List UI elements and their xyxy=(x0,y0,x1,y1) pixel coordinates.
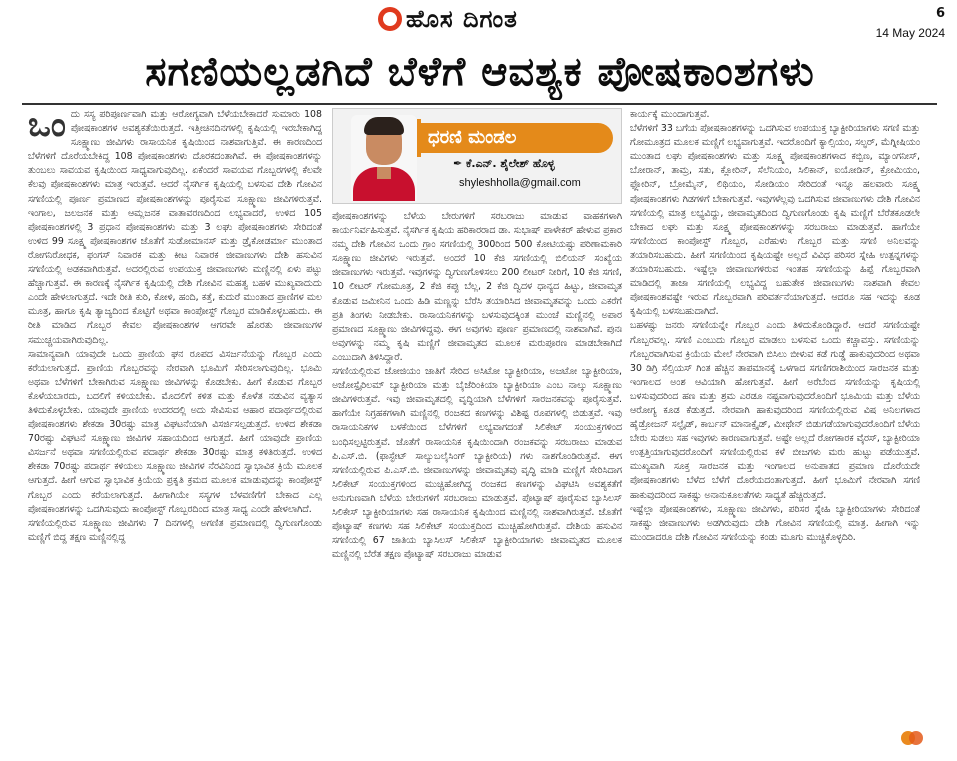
paragraph: ಬೆಳೆಗಳಿಗೆ 33 ಬಗೆಯ ಪೋಷಕಾಂಶಗಳನ್ನು ಒದಗಿಸುವ ಉಪಯುಕ್ತ ಬ್ಯಾಕ್ಟೀರಿಯಾಗಳು ಸಗಣಿ ಮತ್ತು ಗೋಮೂತ್ರದ ಮೂಲಕ ಮಣ್ಣಿಗೆ ಲಭ್ಯವಾಗುತ್ತವೆ. ಇದರೊಂದಿಗೆ ಕ್ಯಾಲ್ಸಿಯಂ, ಸಲ್ಫರ್, ಮೆಗ್ನೀಷಿಯಂ ಮುಂತಾದ ಲಘು ಪೋಷಕಾಂಶಗಳು ಮತ್ತು ಸೂಕ್ಷ್ಮ ಪೋಷಕಾಂಶಗಳಾದ ಕಬ್ಬಿಣ, ಮ್ಯಾಂಗನೀಸ್, ಬೋರಾನ್, ತಾಮ್ರ, ಸತು, ಕ್ಲೋರಿನ್, ಸೆಲೆನಿಯಂ, ಸಿಲಿಕಾನ್, ಐಯೋಡಿನ್, ಕ್ರೋಮಿಯಂ, ಫ್ಲೋರಿನ್, ಬ್ರೋಮೈನ್, ಲಿಥಿಯಂ, ಸೋಡಿಯಂ ಸೇರಿದಂತೆ ಇನ್ನೂ ಹಲವಾರು ಸೂಕ್ಷ್ಮ ಪೋಷಕಾಂಶಗಳು ಗಿಡಗಳಿಗೆ ಬೇಕಾಗುತ್ತವೆ. ಇವುಗಳೆಲ್ಲವು ಒದಗಿಸುವ ಜೀವಾಣುಗಳು ದೇಶಿ ಗೋವಿನ ಸಗಣಿಯಲ್ಲಿ ಮಾತ್ರ ಲಭ್ಯವಿದ್ದು, ಜೀವಾಮೃತದಿಂದ ದ್ವಿಗುಣಗೊಂಡು ಕೃಷಿ ಮಣ್ಣಿಗೆ ಬೆರೆತಕೂಡಲೇ ಬೇಕಾದ ಲಘು ಮತ್ತು ಸೂಕ್ಷ್ಮ ಪೋಷಕಾಂಶಗಳನ್ನು ಸರಬರಾಜು ಮಾಡುತ್ತವೆ. ಹಾಗೆಯೇ ಸಗಣಿಯಿಂದ ಕಾಂಪೋಸ್ಟ್ ಗೊಬ್ಬರ, ಎರೆಹುಳು ಗೊಬ್ಬರ ಮತ್ತು ಸಗಣಿ ಅನಿಲವನ್ನು ತಯಾರಿಸಬಹುದು. ಹೀಗೆ ಸಗಣಿಯಿಂದ ಕೃಷಿಯಷ್ಟೇ ಅಲ್ಲದೆ ವಿವಿಧ ಪರಿಸರ ಸ್ನೇಹಿ ಉತ್ಪನ್ನಗಳನ್ನು ತಯಾರಿಸಬಹುದು. ಇಷ್ಟೆಲ್ಲಾ ಜೀವಾಣುಗಳಿರುವ ಇಂತಹ ಸಗಣಿಯನ್ನು ಹಿಪ್ಪೆ ಗೊಬ್ಬರವಾಗಿ ಮಾಡಿದಲ್ಲಿ ತಾಜಾ ಸಗಣಿಯಲ್ಲಿ ಲಭ್ಯವಿದ್ದ ಬಹುತೇಕ ಜೀವಾಣುಗಳು ನಾಶವಾಗಿ ಕೇವಲ ಪೋಷಕಾಂಶವಷ್ಟೇ ಇರುವ ಗೊಬ್ಬರವಾಗಿ ಪರಿವರ್ತನೆಯಾಗುತ್ತದೆ. ಆದರೂ ಸಹ ಇದನ್ನು ಕೂಡ ಕೃಷಿಯಲ್ಲಿ ಬಳಸಬಹುದಾಗಿದೆ. xyxy=(630,123,920,318)
article-headline: ಸಗಣಿಯಲ್ಲಡಗಿದೆ ಬೆಳೆಗೆ ಆವಶ್ಯಕ ಪೋಷಕಾಂಶಗಳು xyxy=(145,49,815,95)
paragraph: ದು ಸಸ್ಯ ಪರಿಪೂರ್ಣವಾಗಿ ಮತ್ತು ಆರೋಗ್ಯವಾಗಿ ಬೆಳೆಯಬೇಕಾದರೆ ಸುಮಾರು 108 ಪೋಷಕಾಂಶಗಳ ಅವಶ್ಯಕತೆಯಿರುತ್ತದೆ. ಇತ್ತೀಚಿನದಿನಗಳಲ್ಲಿ ಕೃಷಿಯಲ್ಲಿ ಇರಬೇಕಾಗಿದ್ದ ಸೂಕ್ಷ್ಮಾಣು ಜೀವಿಗಳು ರಾಸಾಯನಿಕ ಕೃಷಿಯಿಂದ ನಾಶವಾಗುತ್ತಿವೆ. ಈ ಕಾರಣದಿಂದ ಬೆಳೆಗಳಿಗೆ ದೊರೆಯಬೇಕಿದ್ದ 108 ಪೋಷಕಾಂಶಗಳು ದೊರಕದಂತಾಗಿವೆ. ಈ ಪೋಷಕಾಂಶಗಳನ್ನು ತುಂಬಲು ಸಾವಯವ ಕೃಷಿಯಿಂದ ಸಾಧ್ಯವಾಗುವುದಿಲ್ಲ. ಏಕೆಂದರೆ ಸಾವಯವ ಗೊಬ್ಬರಗಳಲ್ಲಿ ಕೆಲವೇ ಕೆಲವು ಪೋಷಕಾಂಶಗಳು ಮಾತ್ರ ಇರುತ್ತವೆ. ಆದರೆ ನೈಸರ್ಗಿಕ ಕೃಷಿಯಲ್ಲಿ ಬಳಸುವ ದೇಶಿ ಗೋವಿನ ಸಗಣಿಯಲ್ಲಿ ಪೂರ್ಣ ಪ್ರಮಾಣದ ಪೋಷಕಾಂಶಗಳನ್ನು ಪೂರೈಸುವ ಸೂಕ್ಷ್ಮಾಣು ಜೀವಿಗಳಿರುತ್ತವೆ. ಇಂಗಾಲ, ಜಲಜನಕ ಮತ್ತು ಆಮ್ಲಜನಕ ವಾತಾವರಣದಿಂದ ಲಭ್ಯವಾದರೆ, ಉಳಿದ 105 ಪೋಷಕಾಂಶಗಳಲ್ಲಿ 3 ಪ್ರಧಾನ ಪೋಷಕಾಂಶಗಳು ಮತ್ತು 3 ಲಘು ಪೋಷಕಾಂಶಗಳು ಸೇರಿದಂತೆ ಉಳಿದ 99 ಸೂಕ್ಷ್ಮ ಪೋಷಕಾಂಶಗಳ ಜೊತೆಗೆ ಸುಡೋಮಾನಸ್ ಮತ್ತು ಡ್ರೈಕೋಡರ್ಮಾ ಮುಂತಾದ ರೋಗನಿರೋಧಕ, ಫಂಗಸ್ ನಿವಾರಕ ಮತ್ತು ಕೀಟ ನಿವಾರಕ ಜೀವಾಣುಗಳು ದೇಶಿ ಹಸುವಿನ ಸಗಣಿಯಲ್ಲಿ ಅಡಕವಾಗಿರುತ್ತವೆ. ಅದರಲ್ಲಿರುವ ಉಪಯುಕ್ತ ಜೀವಾಣುಗಳು ಮಣ್ಣಿನಲ್ಲಿ ಏಳು ಪಟ್ಟು ಹೆಚ್ಚಾಗುತ್ತವೆ. ಈ ಕಾರಣಕ್ಕೆ ನೈಸರ್ಗಿಕ ಕೃಷಿಯಲ್ಲಿ ದೇಶಿ ಗೋವಿನ ಮಹತ್ವ ಬಹಳ ಮುಖ್ಯವಾದುದು ಎಂದೇ ಹೇಳಲಾಗುತ್ತದೆ. ಇದೇ ರೀತಿ ಕುರಿ, ಕೋಳಿ, ಹಂದಿ, ಕತ್ತೆ, ಕುದುರೆ ಮುಂತಾದ ಪ್ರಾಣಿಗಳ ಮಲ ಮೂತ್ರ, ಹಾಗೂ ಕೃಷಿ ತ್ಯಾಜ್ಯದಿಂದ ಕೊಟ್ಟಿಗೆ ಅಥವಾ ಕಾಂಪೋಸ್ಟ್ ಗೊಬ್ಬರ ಮಾಡಿಕೊಳ್ಳಬಹುದು. ಈ ರೀತಿ ಮಾಡಿದ ಗೊಬ್ಬರ ಕೇವಲ ಪೋಷಕಾಂಶಗಳ ಆಗರವೇ ಹೊರತು ಜೀವಾಣುಗಳ ಸಮುಚ್ಚಯವಾಗಿರುವುದಿಲ್ಲ. xyxy=(28,109,322,346)
article-column-2 xyxy=(332,210,622,753)
author-photo xyxy=(351,115,417,201)
banner-accent-bar xyxy=(417,119,421,157)
newspaper-logo xyxy=(378,4,518,34)
paragraph: ಕಾರ್ಯಕ್ಕೆ ಮುಂದಾಗುತ್ತವೆ. xyxy=(630,109,710,120)
paragraph: ಬಹಳಷ್ಟು ಜನರು ಸಗಣಿಯನ್ನೇ ಗೊಬ್ಬರ ಎಂದು ತಿಳಿದುಕೊಂಡಿದ್ದಾರೆ. ಆದರೆ ಸಗಣಿಯಷ್ಟೇ ಗೊಬ್ಬರವಲ್ಲ. ಸಗಣಿ ಎಂಬುದು ಗೊಬ್ಬರ ಮಾಡಲು ಬಳಸುವ ಒಂದು ಕಚ್ಚಾವಸ್ತು. ಸಗಣಿಯನ್ನು ಗೊಬ್ಬರವಾಗಿಸುವ ಕ್ರಿಯೆಯ ಮೇಲೆ ನೇರವಾಗಿ ಬಿಸಿಲು ಬೀಳುವ ಕಡೆ ಗುಡ್ಡೆ ಹಾಕುವುದರಿಂದ ಅಥವಾ 30 ಡಿಗ್ರಿ ಸೆಲ್ಸಿಯಸ್ ಗಿಂತ ಹೆಚ್ಚಿನ ತಾಪಮಾನಕ್ಕೆ ಒಳಗಾದ ಸಗಣಿಗರಾಶಿಯಿಂದ ಸಾರಜನಕ ಮತ್ತು ಇಂಗಾಲದ ಅಂಶ ಆವಿಯಾಗಿ ಹೋಗುತ್ತವೆ. ಹೀಗೆ ಅರೆಬೆಂದ ಸಗಣಿಯನ್ನು ಕೃಷಿಯಲ್ಲಿ ಬಳಸುವುದರಿಂದ ಹಣ ಮತ್ತು ಶ್ರಮ ಎರಡೂ ನಷ್ಟವಾಗುವುದರೊಂದಿಗೆ ಭೂಮಿಯ ಮತ್ತು ಬೆಳೆಯ ಆರೋಗ್ಯ ಕೂಡ ಕೆಡುತ್ತದೆ. ನೇರವಾಗಿ ಹಾಕುವುದರಿಂದ ಸಗಣಿಯಲ್ಲಿರುವ ವಿಷ ಅನಿಲಗಳಾದ ಹೈಡ್ರೋಜನ್ ಸಲ್ಫೈಡ್, ಕಾರ್ಬನ್ ಮಾನಾಕ್ಸೈಡ್, ಮೀಥೇನ್ ಬಿಡುಗಡೆಯಾಗುವುದರೊಂದಿಗೆ ಬೆಳೆಯ ಬೇರು ಸುಡಲು ಸಹ ಇವುಗಳು ಕಾರಣವಾಗುತ್ತವೆ. ಅಷ್ಟೇ ಅಲ್ಲದೆ ರೋಗಕಾರಕ ವೈರಸ್, ಬ್ಯಾಕ್ಟೀರಿಯಾ ಉತ್ಪತ್ತಿಯಾಗುವುದರೊಂದಿಗೆ ಸಗಣಿಯಲ್ಲಿರುವ ಕಳೆ ಬೀಜಗಳು ಮರು ಹುಟ್ಟು ಪಡೆಯುತ್ತವೆ. ಮುಖ್ಯವಾಗಿ ಸೂಕ್ತ ಸಾರಜನಕ ಮತ್ತು ಇಂಗಾಲದ ಅನುಪಾತದ ಪ್ರಮಾಣ ದೊರೆಯದೇ ಪೋಷಕಾಂಶಗಳು ಬೆಳೆದ ಬೆಳೆಗೆ ದೊರೆಯದಂತಾಗುತ್ತದೆ. ಹೀಗೆ ಭೂಮಿಗೆ ನೇರವಾಗಿ ಸಗಣಿ ಹಾಕುವುದರಿಂದ ಸಾಕಷ್ಟು ಅನಾನುಕೂಲತೆಗಳು ಸಾಧ್ಯತೆ ಹೆಚ್ಚಿರುತ್ತದೆ. xyxy=(630,320,920,501)
paragraph: ಸಗಣಿಯಲ್ಲಿರುವ ಜೋಜಿಯಂ ಜಾತಿಗೆ ಸೇರಿದ ಅಸಿಟೋ ಬ್ಯಾಕ್ಟೀರಿಯಾ, ಅಜಟೋ ಬ್ಯಾಕ್ಟೀರಿಯಾ, ಅಜೋಸ್ಪೈರಿಲಮ್ ಬ್ಯಾಕ್ಟೀರಿಯಾ ಮತ್ತು ಬೈಜೆರಿಂಕಿಯಾ ಬ್ಯಾಕ್ಟೀರಿಯಾ ಎಂಬ ನಾಲ್ಕು ಸೂಕ್ಷ್ಮಾಣು ಜೀವಿಗಳಿರುತ್ತವೆ. ಇವು ಜೀವಾಮೃತದಲ್ಲಿ ವೃದ್ಧಿಯಾಗಿ ಬೆಳೆಗಳಿಗೆ ಸಾರಜನಕವನ್ನು ಪೂರೈಸುತ್ತವೆ. ಹಾಗೆಯೇ ನಿಗ್ರಹಕಗಳಾಗಿ ಮಣ್ಣಿನಲ್ಲಿ ರಂಜಕದ ಕಣಗಳನ್ನು ವಿಶಿಷ್ಟ ರೂಪಗಳಲ್ಲಿ ಬಿಡುತ್ತವೆ. ಇವು ರಾಸಾಯನಿಕಗಳ ಬಳಕೆಯಿಂದ ಬೆಳೆಗಳಿಗೆ ಲಭ್ಯವಾಗದಂತೆ ಸಿಲಿಕೇಟ್ ಸಂಯುಕ್ತಗಳಿಂದ ಬಂಧಿಸಲ್ಪಟ್ಟಿರುತ್ತವೆ. ಜೊತೆಗೆ ರಾಸಾಯನಿಕ ಕೃಷಿಯಿಂದಾಗಿ ರಂಜಕವನ್ನು ಸರಬರಾಜು ಮಾಡುವ ಪಿ.ಎಸ್.ಬಿ. (ಫಾಸ್ಫೇಟ್ ಸಾಲ್ಯುಬಲೈಸಿಂಗ್ ಬ್ಯಾಕ್ಟೀರಿಯ) ಗಳು ನಾಶಗೊಂಡಿರುತ್ತವೆ. ಈಗ ಸಗಣಿಯಲ್ಲಿರುವ ಪಿ.ಎಸ್.ಬಿ. ಜೀವಾಣುಗಳನ್ನು ಜೀವಾಮೃತವು ವೃದ್ಧಿ ಮಾಡಿ ಮಣ್ಣಿಗೆ ಸೇರಿಸಿದಾಗ ಸಿಲಿಕೇಟ್ ಸಂಯುಕ್ತಗಳಿಂದ ಮುಚ್ಚಿಹೋಗಿದ್ದ ರಂಜಕದ ಕಣಗಳನ್ನು ವಿಘಟಿಸಿ ಅವಶ್ಯಕತೆಗೆ ಅನುಗುಣವಾಗಿ ಬೆಳೆಯ ಬೇರುಗಳಿಗೆ ಸರಬರಾಜು ಮಾಡುತ್ತವೆ. ಪೊಟ್ಯಾಷ್ ಪೂರೈಸುವ ಬ್ಯಾಸಿಲಸ್ ಸಿಲಿಕೇಸ್ ಬ್ಯಾಕ್ಟೀರಿಯಾಗಳು ಸಹ ರಾಸಾಯನಿಕ ಕೃಷಿಯಿಂದ ಮಣ್ಣಿನಲ್ಲಿ ನಾಶವಾಗಿರುತ್ತವೆ. ಜೊತೆಗೆ ಪೊಟ್ಯಾಷ್ ಕಣಗಳು ಸಹ ಸಿಲಿಕೇಟ್ ಸಂಯುಕ್ತದಿಂದ ಮುಚ್ಚಿಹೋಗಿರುತ್ತವೆ. ದೇಶಿಯ ಹಸುವಿನ ಸಗಣಿಯಲ್ಲಿ 67 ಜಾತಿಯ ಬ್ಯಾಸಿಲಸ್ ಸಿಲಿಕೇಸ್ ಬ್ಯಾಕ್ಟೀರಿಯಾಗಳು ಜೀವಾಮೃತದ ಮೂಲಕ ಮಣ್ಣಿನಲ್ಲಿ ಬೆರೆತ ತಕ್ಷಣ ಪೊಟ್ಯಾಷ್ ಸರಬರಾಜು ಮಾಡುವ xyxy=(332,366,622,561)
masthead xyxy=(0,0,957,40)
column-title: ಧರಣಿ ಮಂಡಲ xyxy=(428,127,517,148)
paragraph: ಪೋಷಕಾಂಶಗಳನ್ನು ಬೆಳೆಯ ಬೇರುಗಳಿಗೆ ಸರಬರಾಜು ಮಾಡುವ ವಾಹಕಗಳಾಗಿ ಕಾರ್ಯನಿರ್ವಹಿಸುತ್ತವೆ. ನೈಸರ್ಗಿಕ ಕೃಷಿಯ ಹರಿಕಾರರಾದ ಡಾ. ಸುಭಾಷ್ ಪಾಳೇಕರ್ ಹೇಳುವ ಪ್ರಕಾರ ನಮ್ಮ ದೇಶಿ ಗೋವಿನ ಒಂದು ಗ್ರಾಂ ಸಗಣಿಯಲ್ಲಿ 300ರಿಂದ 500 ಕೋಟಿಯಷ್ಟು ಪರಿಣಾಮಕಾರಿ ಸೂಕ್ಷ್ಮಾಣು ಜೀವಿಗಳು ಇರುತ್ತವೆ. ಅಂದರೆ 10 ಕೆಜಿ ಸಗಣಿಯಲ್ಲಿ ಬಿಲಿಯನ್ ಸಂಖ್ಯೆಯ ಜೀವಾಣುಗಳು ಇರುತ್ತವೆ. ಇವುಗಳನ್ನು ದ್ವಿಗುಣಗೊಳಿಸಲು 200 ಲೀಟರ್ ನೀರಿಗೆ, 10 ಕೆಜಿ ಸಗಣಿ, 10 ಲೀಟರ್ ಗೋಮೂತ್ರ, 2 ಕೆಜಿ ಕಪ್ಪು ಬೆಲ್ಲ, 2 ಕೆಜಿ ದ್ವಿದಳ ಧಾನ್ಯದ ಹಿಟ್ಟು, ಜೀವಾಮೃತ ಕೊಡುವ ಜಮೀನಿನ ಒಂದು ಹಿಡಿ ಮಣ್ಣನ್ನು ಬೆರೆಸಿ ತಯಾರಿಸಿದ ಜೀವಾಮೃತವನ್ನು ಒಂದು ಎಕರೆಗೆ ಪ್ರತಿ ತಿಂಗಳು ನೀಡಬೇಕು. ರಾಸಾಯನಿಕಗಳನ್ನು ಬಳಸುವುದಕ್ಕಿಂತ ಮುಂಚೆ ಮಣ್ಣಿನಲ್ಲಿ ಅಪಾರ ಪ್ರಮಾಣದ ಸೂಕ್ಷ್ಮಾಣು ಜೀವಿಗಳಿದ್ದವು. ಈಗ ಅವುಗಳು ಪೂರ್ಣ ಪ್ರಮಾಣದಲ್ಲಿ ನಾಶವಾಗಿವೆ. ಪುನಃ ಅವುಗಳನ್ನು ನಮ್ಮ ಕೃಷಿ ಮಣ್ಣಿಗೆ ಜೀವಾಮೃತದ ಮೂಲಕ ಮರುಪೂರಣ ಮಾಡಬೇಕಾಗಿದೆ ಎಂಬುದಾಗಿ ತಿಳಿಸಿದ್ದಾರೆ. xyxy=(332,211,622,363)
author-name: ✒ ಕೆ.ಎನ್. ಶೈಲೇಶ್ ಹೊಳ್ಳ xyxy=(453,157,555,170)
article-column-1 xyxy=(28,108,322,753)
paragraph: ಸಗಣಿಯಲ್ಲಿರುವ ಸೂಕ್ಷ್ಮಾಣು ಜೀವಿಗಳು 7 ದಿನಗಳಲ್ಲಿ ಅಗಣಿತ ಪ್ರಮಾಣದಲ್ಲಿ ದ್ವಿಗುಣಗೊಂಡು ಮಣ್ಣಿಗೆ ಬಿದ್ದ ತಕ್ಷಣ ಮಣ್ಣಿನಲ್ಲಿದ್ದ xyxy=(28,517,322,543)
paragraph: ಸಾಮಾನ್ಯವಾಗಿ ಯಾವುದೇ ಒಂದು ಪ್ರಾಣಿಯ ಘನ ರೂಪದ ವಿಸರ್ಜನೆಯನ್ನು ಗೊಬ್ಬರ ಎಂದು ಕರೆಯಲಾಗುತ್ತದೆ. ಪ್ರಾಣಿಯ ಗೊಬ್ಬರವನ್ನು ನೇರವಾಗಿ ಭೂಮಿಗೆ ಸೇರಿಸಲಾಗುವುದಿಲ್ಲ. ಭೂಮಿ ಅಥವಾ ಬೆಳೆಗಳಿಗೆ ಬೇಕಾಗಿರುವ ಸೂಕ್ಷ್ಮಾಣು ಜೀವಿಗಳನ್ನು ಕೊಡಬೇಕು. ಹೀಗೆ ಕೊಡುವ ಗೊಬ್ಬರ ಕೊಳೆಯಬಾರದು, ಬದಲಿಗೆ ಕಳಿಯಬೇಕು. ಮೊದಲಿಗೆ ಕಳಿತ ಮತ್ತು ಕೊಳೆತ ನಡುವಿನ ವ್ಯತ್ಯಾಸ ತಿಳಿದುಕೊಳ್ಳಬೇಕು. ಯಾವುದೇ ಪ್ರಾಣಿಯ ಉದರದಲ್ಲಿ ಅದು ಸೇವಿಸುವ ಆಹಾರ ಪದಾರ್ಥದಲ್ಲಿರುವ ಪೋಷಕಾಂಶಗಳು ಶೇಕಡಾ 30ರಷ್ಟು ಮಾತ್ರ ವಿಘಟನೆಯಾಗಿ ವಿಸರ್ಜಿಸಲ್ಪಡುತ್ತದೆ. ಉಳಿದ ಶೇಕಡಾ 70ರಷ್ಟು ವಿಘಟನೆ ಸೂಕ್ಷ್ಮಾಣು ಜೀವಿಗಳ ಸಹಾಯದಿಂದ ಆಗುತ್ತದೆ. ಹೀಗೆ ಯಾವುದೇ ಪ್ರಾಣಿಯ ವಿಸರ್ಜನೆ ಅಥವಾ ಸಗಣಿಯಲ್ಲಿರುವ ಪದಾರ್ಥ ಶೇಕಡಾ 30ರಷ್ಟು ಮಾತ್ರ ಕಳಿತಿರುತ್ತದೆ. ಉಳಿದ ಶೇಕಡಾ 70ರಷ್ಟು ಪದಾರ್ಥ ಕಳಿಯಲು ಸೂಕ್ಷ್ಮಾಣು ಜೀವಿಗಳ ನೆರವಿನಿಂದ ಸ್ವಾಭಾವಿಕ ಕ್ರಿಯೆ ಮೂಲಕ ಆಗುತ್ತದೆ. ಹೀಗೆ ಆಗುವ ಸ್ವಾಭಾವಿಕ ಕ್ರಿಯೆಯ ಪ್ರಕೃತಿ ಕ್ರಮದ ಮೂಲಕ ಮಾಡುವುದನ್ನು ಕಾಂಪೋಸ್ಟ್ ಗೊಬ್ಬರ ಎಂದು ಕರೆಯಲಾಗುತ್ತದೆ. ಹೀಗಾಗಿಯೇ ಸಸ್ಯಗಳ ಬೆಳವಣಿಗೆಗೆ ಬೇಕಾದ ಎಲ್ಲ ಪೋಷಕಾಂಶಗಳನ್ನು ಒದಗಿಸುವುದು ಕಾಂಪೋಸ್ಟ್ ಗೊಬ್ಬರದಿಂದ ಮಾತ್ರ ಸಾಧ್ಯ ಎಂದೇ ಹೇಳಲಾಗಿದೆ. xyxy=(28,348,322,515)
article-column-3 xyxy=(630,108,920,753)
lamp-logo-icon xyxy=(378,7,402,31)
drop-cap: ಒಂ xyxy=(28,108,65,145)
column-byline-box xyxy=(332,108,622,204)
overlapping-circles-icon xyxy=(901,731,923,745)
logo-text: ಹೊಸ ದಿಗಂತ xyxy=(406,5,518,33)
page-number: 6 xyxy=(935,6,945,21)
author-email: shyleshholla@gmail.com xyxy=(459,177,581,189)
paragraph: ಇಷ್ಟೆಲ್ಲಾ ಪೋಷಕಾಂಶಗಳು, ಸೂಕ್ಷ್ಮಾಣು ಜೀವಿಗಳು, ಪರಿಸರ ಸ್ನೇಹಿ ಬ್ಯಾಕ್ಟೀರಿಯಾಗಳು ಸೇರಿದಂತೆ ಸಾಕಷ್ಟು ಜೀವಾಣುಗಳು ಅಡಗಿರುವುದು ದೇಶಿ ಗೋವಿನ ಸಗಣಿಯಲ್ಲಿ ಮಾತ್ರ. ಹೀಗಾಗಿ ಇನ್ನು ಮುಂದಾದರೂ ದೇಶಿ ಗೋವಿನ ಸಗಣಿಯನ್ನು ಕಂಡು ಮೂಗು ಮುಚ್ಚಿಕೊಳ್ಳದಿರಿ. xyxy=(630,503,920,543)
headline-divider xyxy=(22,103,937,105)
page-date: 14 May 2024 xyxy=(875,26,945,40)
